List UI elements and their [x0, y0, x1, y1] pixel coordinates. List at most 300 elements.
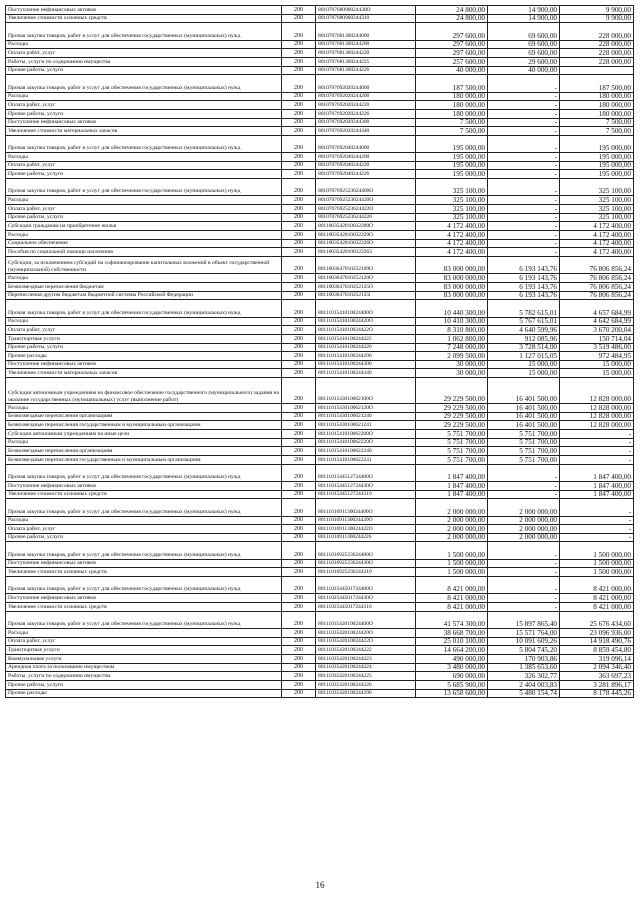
row-kbk: 80111035420100244225 [316, 672, 416, 680]
row-unexecuted: 325 100,00 [560, 179, 634, 195]
row-approved: 257 600,00 [416, 58, 488, 66]
row-name: Транспортные услуги [6, 335, 282, 343]
table-row [6, 136, 634, 153]
row-unexecuted: 2 094 346,40 [560, 664, 634, 672]
row-approved: 40 000,00 [416, 67, 488, 75]
row-approved: 83 000 000,00 [416, 283, 488, 291]
table-row [6, 119, 634, 128]
row-kbk: 8010707692040244200 [316, 153, 416, 161]
row-kbk: 8010707681300244220 [316, 49, 416, 57]
table-row [6, 491, 634, 500]
row-code: 200 [282, 257, 316, 273]
row-approved: 325 100,00 [416, 196, 488, 204]
row-kbk: 8010707681300244225 [316, 58, 416, 66]
row-approved: 38 668 700,00 [416, 629, 488, 637]
row-kbk: 8011102544501724430О [316, 594, 416, 602]
row-kbk: 8011101543010062100О [316, 378, 416, 403]
table-row [6, 240, 634, 249]
row-name: Расходы [6, 196, 282, 204]
row-code: 200 [282, 517, 316, 525]
row-name: Увеличение стоимости материальных запасов [6, 127, 282, 135]
row-kbk: 8010707692523624422О [316, 205, 416, 213]
row-approved: 7 500,00 [416, 119, 488, 127]
row-kbk: 8011101541010024400О [316, 300, 416, 316]
row-executed: 69 600,00 [488, 23, 560, 39]
row-kbk: 8011101691130024420О [316, 517, 416, 525]
row-approved: 1 500 000,00 [416, 560, 488, 568]
table-row [6, 283, 634, 292]
row-unexecuted: 4 172 400,00 [560, 222, 634, 230]
table-row [6, 300, 634, 317]
row-name: Прочие расходы [6, 352, 282, 360]
row-kbk: 8010707692020244300 [316, 119, 416, 127]
row-name: Увеличение стоимости основных средств [6, 491, 282, 499]
row-name: Коммунальные услуги [6, 655, 282, 663]
row-code: 200 [282, 110, 316, 118]
row-approved: 2 000 000,00 [416, 517, 488, 525]
table-row [6, 23, 634, 40]
row-executed: 170 903,86 [488, 655, 560, 663]
row-unexecuted: 180 000,00 [560, 110, 634, 118]
row-unexecuted: 14 918 490,76 [560, 638, 634, 646]
row-code: 200 [282, 369, 316, 377]
row-kbk: 8011101544512724430О [316, 482, 416, 490]
table-row [6, 214, 634, 223]
row-approved: 5 751 700,00 [416, 439, 488, 447]
row-executed: - [488, 179, 560, 195]
row-approved: 25 010 100,00 [416, 638, 488, 646]
row-code: 200 [282, 222, 316, 230]
row-executed: 16 401 500,00 [488, 421, 560, 429]
row-name: Прочая закупка товаров, работ и услуг для обеспечения государственных (муниципальных) нужд [6, 577, 282, 593]
row-code: 200 [282, 136, 316, 152]
row-unexecuted: 195 000,00 [560, 170, 634, 178]
row-approved: 5 685 900,00 [416, 681, 488, 689]
row-approved: 325 100,00 [416, 179, 488, 195]
row-approved: 1 847 400,00 [416, 465, 488, 481]
row-kbk: 801070768090024430О [316, 6, 416, 14]
table-row [6, 49, 634, 58]
row-executed: - [488, 205, 560, 213]
table-row [6, 577, 634, 594]
table-row [6, 41, 634, 50]
row-kbk: 8011003542010032226О [316, 240, 416, 248]
row-kbk: 8010707692040244220 [316, 162, 416, 170]
row-executed: - [488, 119, 560, 127]
table-row [6, 404, 634, 413]
row-approved: 4 172 400,00 [416, 240, 488, 248]
row-code: 200 [282, 335, 316, 343]
row-code: 200 [282, 58, 316, 66]
row-approved: 13 658 600,00 [416, 690, 488, 698]
row-name: Прочие работы, услуги [6, 681, 282, 689]
row-name: Безвозмездные перечисления организациям [6, 447, 282, 455]
row-executed: 2 000 000,00 [488, 517, 560, 525]
row-unexecuted: 1 500 000,00 [560, 542, 634, 558]
row-name: Расходы [6, 153, 282, 161]
row-approved: 8 421 000,00 [416, 603, 488, 611]
row-code: 200 [282, 119, 316, 127]
row-executed: 69 600,00 [488, 49, 560, 57]
row-name: Увеличение стоимости основных средств [6, 568, 282, 576]
table-row [6, 413, 634, 422]
row-executed: - [488, 248, 560, 256]
row-unexecuted: 9 900,00 [560, 15, 634, 23]
row-approved: 24 800,00 [416, 15, 488, 23]
row-name: Безвозмездные перечисления государственным и муниципальным организациям [6, 421, 282, 429]
row-executed: 14 900,00 [488, 6, 560, 14]
row-name: Прочая закупка товаров, работ и услуг для обеспечения государственных (муниципальных) нужд [6, 542, 282, 558]
row-kbk: 80111015410100244226 [316, 344, 416, 352]
row-kbk: 8010707692020244226 [316, 110, 416, 118]
row-approved: 7 248 000,00 [416, 344, 488, 352]
row-code: 200 [282, 196, 316, 204]
table-row [6, 465, 634, 482]
row-executed: 15 000,00 [488, 361, 560, 369]
row-approved: 2 000 000,00 [416, 525, 488, 533]
row-approved: 325 100,00 [416, 205, 488, 213]
table-row [6, 179, 634, 196]
row-unexecuted: 1 847 400,00 [560, 465, 634, 481]
table-row [6, 318, 634, 327]
row-unexecuted: - [560, 430, 634, 438]
row-unexecuted: 150 714,04 [560, 335, 634, 343]
row-executed: 2 000 000,00 [488, 499, 560, 515]
row-approved: 180 000,00 [416, 101, 488, 109]
report-table [5, 5, 634, 698]
row-approved: 1 847 400,00 [416, 482, 488, 490]
row-name: Прочие расходы [6, 690, 282, 698]
table-row [6, 248, 634, 257]
row-kbk: 8011003542010032226З [316, 248, 416, 256]
row-unexecuted: 325 100,00 [560, 205, 634, 213]
row-executed: 6 193 143,76 [488, 292, 560, 300]
row-name: Расходы [6, 629, 282, 637]
row-kbk: 8011003647010252120О [316, 274, 416, 282]
table-row [6, 629, 634, 638]
row-unexecuted: 3 281 896,17 [560, 681, 634, 689]
row-executed: - [488, 93, 560, 101]
row-executed: 1 385 653,60 [488, 664, 560, 672]
table-row [6, 15, 634, 24]
row-unexecuted: - [560, 517, 634, 525]
table-row [6, 560, 634, 569]
row-approved: 325 100,00 [416, 214, 488, 222]
row-code: 200 [282, 447, 316, 455]
row-kbk: 80111015430100621241 [316, 421, 416, 429]
row-executed: 15 000,00 [488, 369, 560, 377]
row-executed: 15 897 865,40 [488, 612, 560, 628]
row-code: 200 [282, 205, 316, 213]
row-kbk: 80111025445017244310 [316, 603, 416, 611]
row-approved: 29 229 500,00 [416, 404, 488, 412]
row-executed: - [488, 162, 560, 170]
row-executed: - [488, 127, 560, 135]
table-row [6, 690, 634, 699]
row-code: 200 [282, 690, 316, 698]
row-name: Прочая закупка товаров, работ и услуг для обеспечения государственных (муниципальных) нужд [6, 23, 282, 39]
row-unexecuted: 23 096 936,00 [560, 629, 634, 637]
row-code: 200 [282, 93, 316, 101]
row-kbk: 8010707692523624400О [316, 179, 416, 195]
row-executed: 40 000,00 [488, 67, 560, 75]
row-executed: 2 404 003,83 [488, 681, 560, 689]
row-executed: - [488, 110, 560, 118]
row-code: 200 [282, 49, 316, 57]
row-name: Социальное обеспечение [6, 240, 282, 248]
row-executed: 29 600,00 [488, 58, 560, 66]
row-executed: - [488, 196, 560, 204]
row-unexecuted: 3 519 486,00 [560, 344, 634, 352]
row-name: Работы, услуги по содержанию имущества [6, 58, 282, 66]
row-kbk: 8011003542010032200О [316, 222, 416, 230]
row-approved: 29 229 500,00 [416, 421, 488, 429]
row-name: Поступление нефинансовых активов [6, 594, 282, 602]
row-code: 200 [282, 240, 316, 248]
row-kbk: 8011101541010062200О [316, 430, 416, 438]
row-executed: 2 000 000,00 [488, 525, 560, 533]
row-code: 200 [282, 629, 316, 637]
table-row [6, 326, 634, 335]
row-approved: 24 800,00 [416, 6, 488, 14]
row-name: Поступление нефинансовых активов [6, 6, 282, 14]
table-row [6, 205, 634, 214]
row-code: 200 [282, 231, 316, 239]
row-approved: 297 600,00 [416, 23, 488, 39]
table-row [6, 378, 634, 404]
row-executed: - [488, 560, 560, 568]
row-unexecuted: 8 859 454,80 [560, 646, 634, 654]
row-unexecuted: 8 178 445,26 [560, 690, 634, 698]
row-kbk: 8011003647010252100О [316, 257, 416, 273]
row-unexecuted: 4 642 684,99 [560, 318, 634, 326]
row-unexecuted: 187 500,00 [560, 75, 634, 91]
row-code: 200 [282, 638, 316, 646]
row-executed: - [488, 170, 560, 178]
row-executed: 5 751 700,00 [488, 430, 560, 438]
row-code: 200 [282, 542, 316, 558]
row-executed: 4 640 599,96 [488, 326, 560, 334]
row-executed: 3 728 514,00 [488, 344, 560, 352]
row-approved: 297 600,00 [416, 49, 488, 57]
row-kbk: 8011103542010024400О [316, 612, 416, 628]
row-executed: 912 085,96 [488, 335, 560, 343]
row-unexecuted: 4 172 400,00 [560, 248, 634, 256]
row-executed: - [488, 222, 560, 230]
row-kbk: 80111016925236244310 [316, 568, 416, 576]
row-name: Прочие работы, услуги [6, 110, 282, 118]
row-kbk: 8010707680900244310 [316, 15, 416, 23]
table-row [6, 335, 634, 344]
table-row [6, 534, 634, 543]
row-kbk: 8011101692523624400О [316, 542, 416, 558]
row-executed: 326 302,77 [488, 672, 560, 680]
table-row [6, 231, 634, 240]
table-row [6, 612, 634, 629]
row-approved: 41 574 300,00 [416, 612, 488, 628]
row-kbk: 80111035420100244290 [316, 690, 416, 698]
table-row [6, 646, 634, 655]
row-name: Прочие работы, услуги [6, 170, 282, 178]
row-kbk: 8011101541010024420О [316, 318, 416, 326]
row-name: Пособия по социальной помощи населению [6, 248, 282, 256]
row-approved: 180 000,00 [416, 110, 488, 118]
row-approved: 30 000,00 [416, 361, 488, 369]
row-approved: 4 172 400,00 [416, 248, 488, 256]
row-code: 200 [282, 560, 316, 568]
row-kbk: 8011003542010032220О [316, 231, 416, 239]
row-code: 200 [282, 404, 316, 412]
table-row [6, 638, 634, 647]
row-name: Оплата работ, услуг [6, 101, 282, 109]
row-name: Прочая закупка товаров, работ и услуг для обеспечения государственных (муниципальных) нужд [6, 465, 282, 481]
row-approved: 10 440 300,00 [416, 300, 488, 316]
row-approved: 2 000 000,00 [416, 534, 488, 542]
row-code: 200 [282, 594, 316, 602]
row-approved: 5 751 700,00 [416, 456, 488, 464]
row-approved: 10 410 300,00 [416, 318, 488, 326]
row-code: 200 [282, 672, 316, 680]
row-executed: 10 091 609,26 [488, 638, 560, 646]
row-kbk: 8010707692020244200 [316, 93, 416, 101]
row-code: 200 [282, 491, 316, 499]
row-executed: 6 193 143,76 [488, 274, 560, 282]
table-row [6, 170, 634, 179]
row-code: 200 [282, 664, 316, 672]
row-code: 200 [282, 344, 316, 352]
table-row [6, 222, 634, 231]
row-name: Прочая закупка товаров, работ и услуг для обеспечения государственных (муниципальных) нужд [6, 300, 282, 316]
row-unexecuted: 12 828 000,00 [560, 404, 634, 412]
row-unexecuted: 228 000,00 [560, 58, 634, 66]
row-name: Субсидии автономным учреждениям на иные цели [6, 430, 282, 438]
table-row [6, 655, 634, 664]
row-code: 200 [282, 465, 316, 481]
row-code: 200 [282, 23, 316, 39]
row-name: Субсидии гражданам на приобретение жилья [6, 222, 282, 230]
table-row [6, 344, 634, 353]
row-name: Прочие работы, услуги [6, 344, 282, 352]
row-code: 200 [282, 378, 316, 403]
table-row [6, 421, 634, 430]
row-name: Прочая закупка товаров, работ и услуг для обеспечения государственных (муниципальных) нужд [6, 612, 282, 628]
row-code: 200 [282, 318, 316, 326]
row-name: Перечисления другим бюджетам бюджетной системы Российской Федерации [6, 292, 282, 300]
table-row [6, 664, 634, 673]
table-row [6, 681, 634, 690]
row-approved: 2 000 000,00 [416, 499, 488, 515]
table-row [6, 361, 634, 370]
row-unexecuted: 12 828 000,00 [560, 378, 634, 403]
table-row [6, 568, 634, 577]
row-code: 200 [282, 499, 316, 515]
row-name: Прочие работы, услуги [6, 534, 282, 542]
table-row [6, 594, 634, 603]
row-name: Увеличение стоимости основных средств [6, 603, 282, 611]
row-code: 200 [282, 162, 316, 170]
row-code: 200 [282, 292, 316, 300]
row-kbk: 80111035420100244226 [316, 681, 416, 689]
row-executed: 6 193 143,76 [488, 257, 560, 273]
row-name: Арендная плата за пользование имуществом [6, 664, 282, 672]
row-name: Прочая закупка товаров, работ и услуг для обеспечения государственных (муниципальных) нужд [6, 75, 282, 91]
row-approved: 187 500,00 [416, 75, 488, 91]
row-unexecuted: 363 697,23 [560, 672, 634, 680]
row-name: Оплата работ, услуг [6, 205, 282, 213]
row-code: 200 [282, 603, 316, 611]
row-approved: 5 751 700,00 [416, 430, 488, 438]
row-unexecuted: 972 484,95 [560, 352, 634, 360]
row-executed: 5 804 745,20 [488, 646, 560, 654]
row-name: Расходы [6, 318, 282, 326]
row-unexecuted: 325 100,00 [560, 196, 634, 204]
table-row [6, 456, 634, 465]
row-name: Оплата работ, услуг [6, 49, 282, 57]
row-kbk: 8010707692020244000 [316, 75, 416, 91]
row-executed: - [488, 594, 560, 602]
row-unexecuted: 180 000,00 [560, 101, 634, 109]
row-kbk: 80111015430100621240 [316, 413, 416, 421]
row-code: 200 [282, 361, 316, 369]
row-executed: 5 751 700,00 [488, 439, 560, 447]
row-name: Работы, услуги по содержанию имущества [6, 672, 282, 680]
row-code: 200 [282, 456, 316, 464]
table-row [6, 75, 634, 92]
row-executed: - [488, 240, 560, 248]
row-approved: 29 229 500,00 [416, 413, 488, 421]
row-executed: 14 900,00 [488, 15, 560, 23]
row-kbk: 8010707692020244220 [316, 101, 416, 109]
row-executed: 2 000 000,00 [488, 534, 560, 542]
row-unexecuted: 7 500,00 [560, 119, 634, 127]
row-unexecuted [560, 67, 634, 75]
row-code: 200 [282, 655, 316, 663]
row-kbk: 8011102544501724400О [316, 577, 416, 593]
row-unexecuted: 76 806 856,24 [560, 283, 634, 291]
table-row [6, 67, 634, 76]
row-approved: 2 099 500,00 [416, 352, 488, 360]
row-approved: 8 421 000,00 [416, 594, 488, 602]
row-approved: 490 000,00 [416, 655, 488, 663]
row-executed: 1 127 015,05 [488, 352, 560, 360]
row-name: Расходы [6, 439, 282, 447]
table-row [6, 101, 634, 110]
row-code: 200 [282, 413, 316, 421]
row-name: Оплата работ, услуг [6, 525, 282, 533]
row-code: 200 [282, 326, 316, 334]
row-unexecuted: 4 172 400,00 [560, 231, 634, 239]
row-executed: - [488, 136, 560, 152]
row-name: Безвозмездные перечисления бюджетам [6, 283, 282, 291]
row-approved: 1 847 400,00 [416, 491, 488, 499]
table-row [6, 430, 634, 439]
row-unexecuted: 1 500 000,00 [560, 568, 634, 576]
table-row [6, 153, 634, 162]
row-executed: 16 401 500,00 [488, 378, 560, 403]
row-executed: 15 571 764,00 [488, 629, 560, 637]
row-approved: 4 172 400,00 [416, 231, 488, 239]
row-kbk: 8011101692523624430О [316, 560, 416, 568]
row-code: 200 [282, 41, 316, 49]
page-number: 16 [315, 880, 325, 890]
row-kbk: 8011103542010024422О [316, 638, 416, 646]
row-name: Прочие работы, услуги [6, 214, 282, 222]
row-unexecuted: 319 096,14 [560, 655, 634, 663]
row-approved: 1 500 000,00 [416, 542, 488, 558]
row-unexecuted: - [560, 439, 634, 447]
row-kbk: 8010707692523624420О [316, 196, 416, 204]
row-unexecuted: 1 500 000,00 [560, 560, 634, 568]
